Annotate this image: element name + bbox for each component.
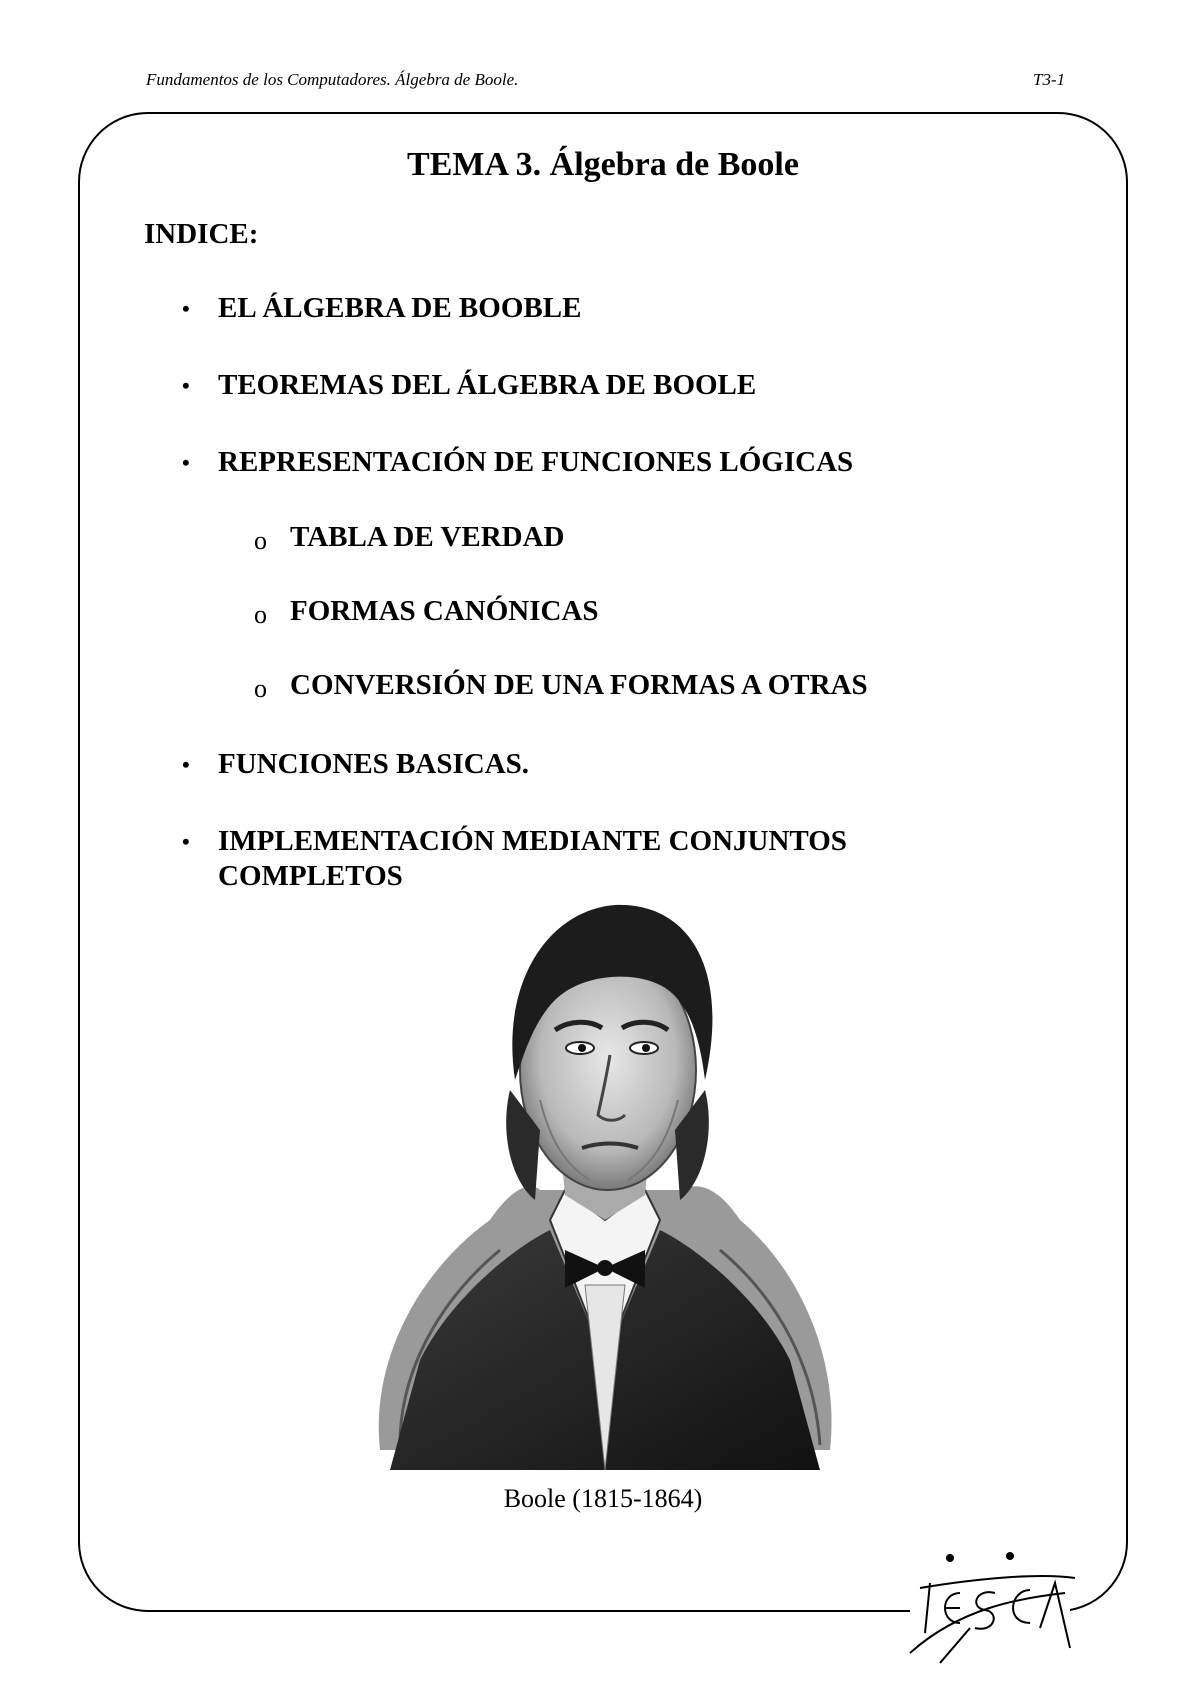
bullet-icon: • bbox=[182, 450, 190, 475]
bullet-icon: • bbox=[182, 829, 190, 854]
index-sub-item: CONVERSIÓN DE UNA FORMAS A OTRAS bbox=[290, 669, 868, 701]
bullet-icon: • bbox=[182, 296, 190, 321]
circle-bullet-icon: o bbox=[254, 674, 267, 703]
circle-bullet-icon: o bbox=[254, 526, 267, 555]
portrait-caption: Boole (1815-1864) bbox=[503, 1484, 703, 1513]
boole-portrait bbox=[360, 890, 850, 1470]
index-item: REPRESENTACIÓN DE FUNCIONES LÓGICAS bbox=[218, 446, 854, 478]
index-item-continuation: COMPLETOS bbox=[218, 860, 403, 892]
index-sub-item: FORMAS CANÓNICAS bbox=[290, 595, 599, 627]
page-number: T3-1 bbox=[1033, 70, 1066, 89]
index-item: TEOREMAS DEL ÁLGEBRA DE BOOLE bbox=[218, 369, 757, 401]
bullet-icon: • bbox=[182, 752, 190, 777]
running-header-title: Fundamentos de los Computadores. Álgebra de Boole. bbox=[146, 70, 519, 89]
bullet-icon: • bbox=[182, 373, 190, 398]
index-item: EL ÁLGEBRA DE BOOBLE bbox=[218, 292, 582, 324]
index-sub-item: TABLA DE VERDAD bbox=[290, 521, 565, 553]
institution-logo bbox=[900, 1548, 1080, 1668]
index-heading: INDICE: bbox=[144, 218, 259, 250]
page-title: TEMA 3. Álgebra de Boole bbox=[407, 146, 799, 183]
circle-bullet-icon: o bbox=[254, 600, 267, 629]
index-item: IMPLEMENTACIÓN MEDIANTE CONJUNTOS bbox=[218, 825, 847, 857]
index-item: FUNCIONES BASICAS. bbox=[218, 748, 530, 780]
